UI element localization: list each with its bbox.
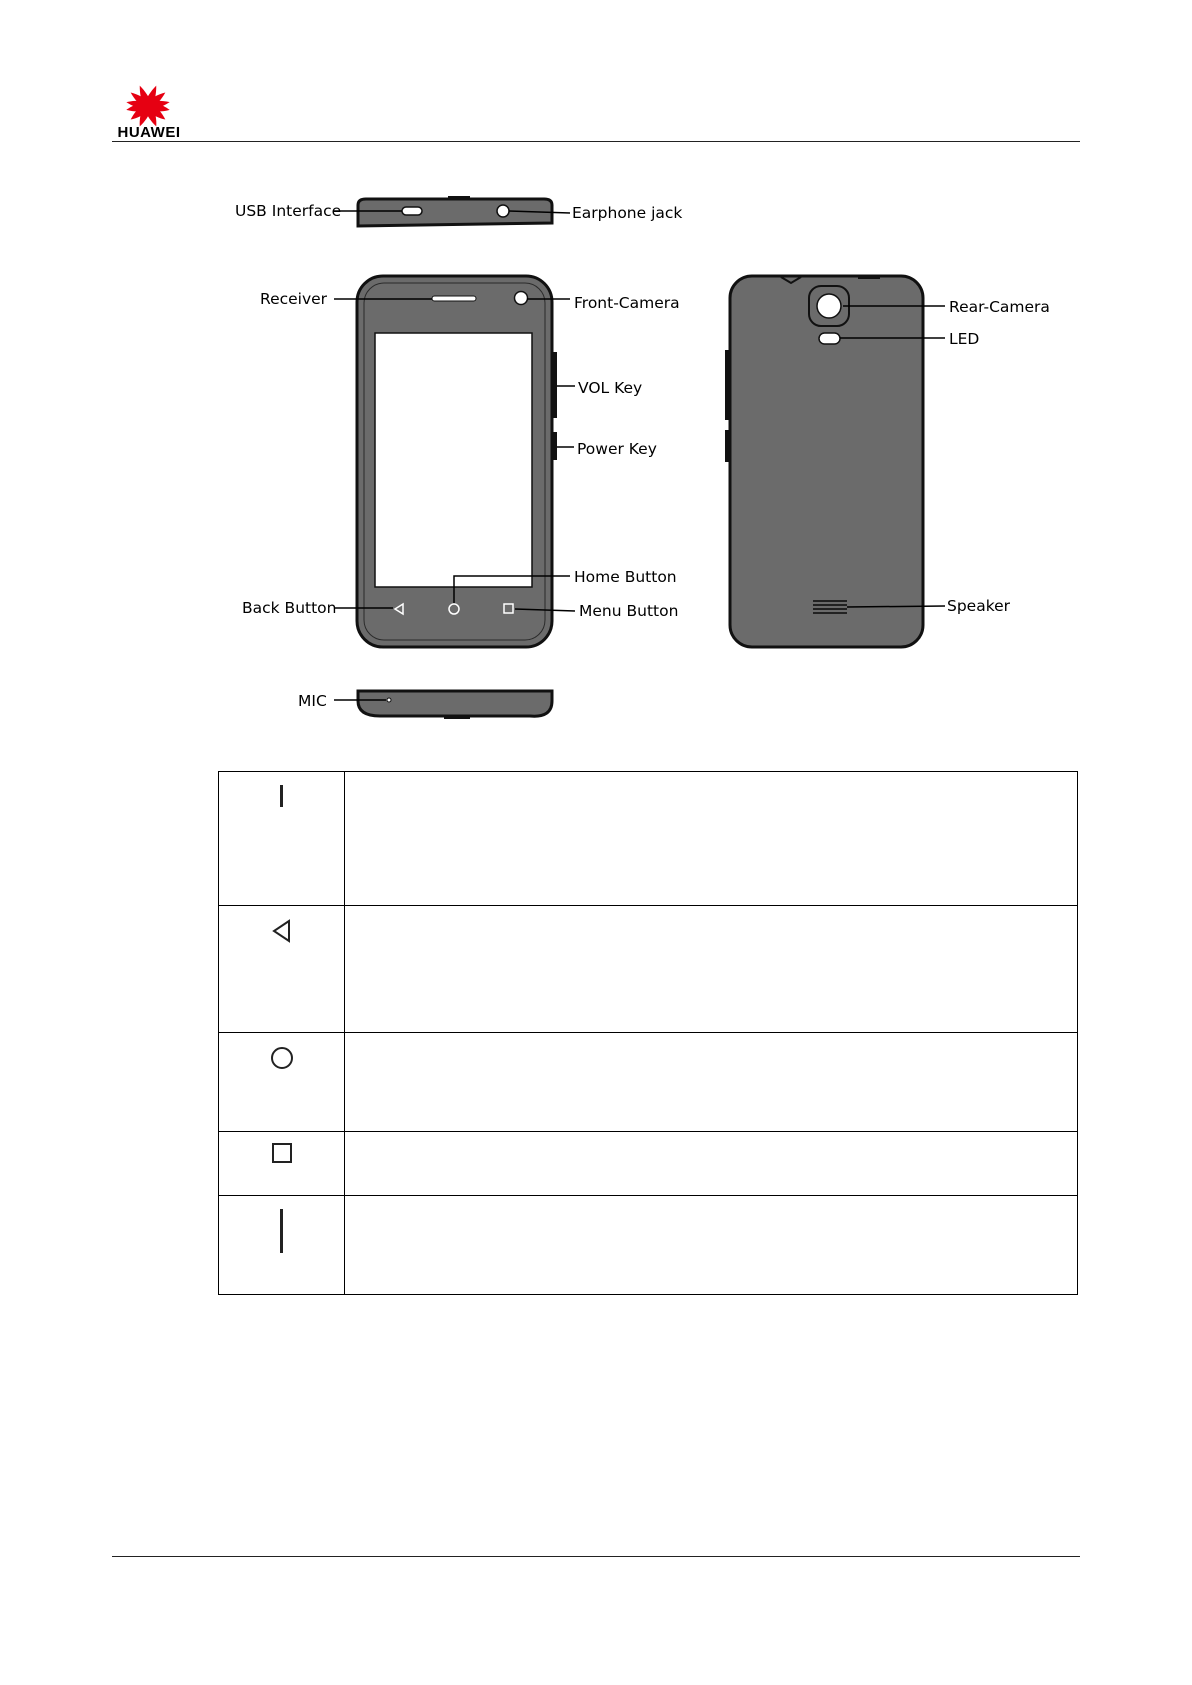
speaker-label: Speaker	[947, 597, 1011, 615]
table-row	[219, 772, 1078, 906]
menu-square-icon	[270, 1141, 294, 1165]
key-description	[345, 1033, 1078, 1132]
rear-camera-label: Rear-Camera	[949, 298, 1050, 316]
volume-key-icon	[277, 1208, 287, 1256]
back-button-label: Back Button	[242, 599, 337, 617]
back-triangle-icon	[270, 918, 294, 944]
front-camera-label: Front-Camera	[574, 294, 680, 312]
table-row	[219, 1196, 1078, 1295]
menu-button-label: Menu Button	[579, 602, 679, 620]
phone-rear	[725, 276, 923, 647]
key-description	[345, 906, 1078, 1033]
earphone-jack-label: Earphone jack	[572, 204, 683, 222]
phone-bottom-edge	[358, 691, 552, 719]
table-row	[219, 906, 1078, 1033]
table-row	[219, 1033, 1078, 1132]
key-description	[345, 1132, 1078, 1196]
key-description	[345, 1196, 1078, 1295]
home-button-label: Home Button	[574, 568, 677, 586]
power-key-label: Power Key	[577, 440, 657, 458]
receiver-label: Receiver	[260, 290, 328, 308]
table-row	[219, 1132, 1078, 1196]
footer-rule	[112, 1556, 1080, 1557]
key-description	[345, 772, 1078, 906]
home-circle-icon	[269, 1045, 295, 1071]
power-key-icon	[277, 784, 287, 810]
vol-key-label: VOL Key	[578, 379, 643, 397]
usb-interface-label: USB Interface	[235, 202, 342, 220]
phone-diagram	[0, 180, 1192, 740]
brand-name: HUAWEI	[117, 124, 181, 141]
key-table	[218, 771, 1078, 1295]
phone-front	[357, 276, 557, 647]
mic-label: MIC	[298, 692, 327, 710]
led-label: LED	[949, 330, 980, 348]
header-rule	[112, 141, 1080, 142]
